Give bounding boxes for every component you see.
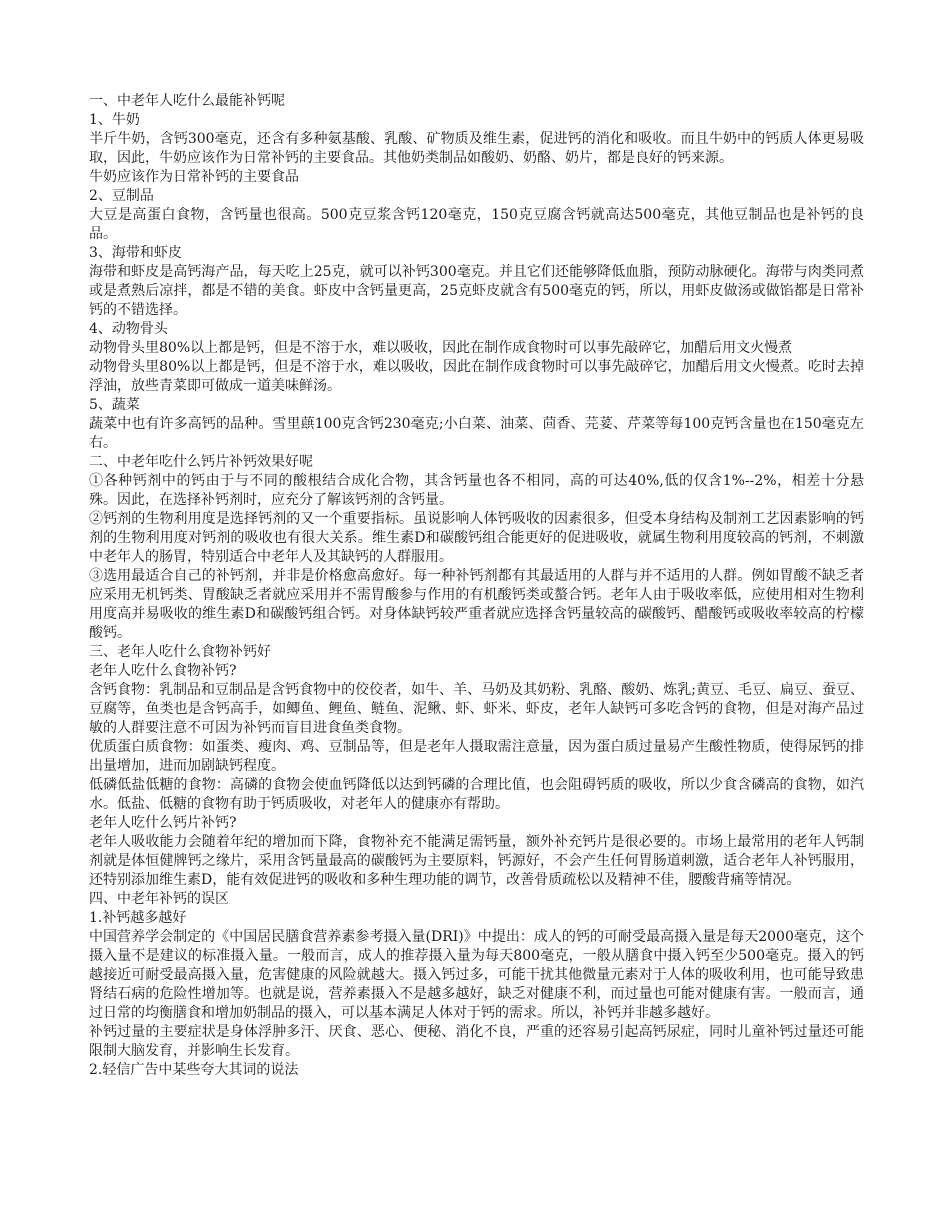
paragraph: 补钙过量的主要症状是身体浮肿多汗、厌食、恶心、便秘、消化不良，严重的还容易引起高钙尿症，同时儿童补钙过量还可能限制大脑发育，并影响生长发育。 bbox=[89, 1024, 864, 1059]
paragraph: 大豆是高蛋白食物，含钙量也很高。500克豆浆含钙120毫克，150克豆腐含钙就高达500毫克，其他豆制品也是补钙的良品。 bbox=[89, 207, 864, 242]
subheading: 5、蔬菜 bbox=[89, 397, 140, 413]
subheading: 老年人吃什么钙片补钙? bbox=[89, 815, 237, 831]
paragraph: 动物骨头里80%以上都是钙，但是不溶于水，难以吸收，因此在制作成食物时可以事先敲碎它，加醋后用文火慢煮 bbox=[89, 340, 793, 356]
paragraph: 动物骨头里80%以上都是钙，但是不溶于水，难以吸收，因此在制作成食物时可以事先敲碎它，加醋后用文火慢煮。吃时去掉浮油，放些青菜即可做成一道美味鲜汤。 bbox=[89, 359, 864, 394]
subheading: 1.补钙越多越好 bbox=[89, 910, 187, 926]
paragraph: 老年人吸收能力会随着年纪的增加而下降，食物补充不能满足需钙量，额外补充钙片是很必要的。市场上最常用的老年人钙制剂就是体恒健牌钙之缘片，采用含钙量最高的碳酸钙为主要原料，钙源好，不会产生任何胃肠道刺激，适合老年人补钙服用，还特别添加维生素D，能有效促进钙的吸收和多种生理功能的调节，改善骨质疏松以及精神不佳，腰酸背痛等情况。 bbox=[89, 834, 864, 888]
paragraph: 含钙食物：乳制品和豆制品是含钙食物中的佼佼者，如牛、羊、马奶及其奶粉、乳酪、酸奶、炼乳;黄豆、毛豆、扁豆、蚕豆、豆腐等，鱼类也是含钙高手，如鲫鱼、鲤鱼、鲢鱼、泥鳅、虾、虾米、虾皮，老年人缺钙可多吃含钙的食物，但是对海产品过敏的人群要注意不可因为补钙而盲目进食鱼类食物。 bbox=[89, 682, 864, 736]
section-heading: 四、中老年补钙的误区 bbox=[89, 891, 229, 907]
paragraph: 半斤牛奶，含钙300毫克，还含有多种氨基酸、乳酸、矿物质及维生素，促进钙的消化和吸收。而且牛奶中的钙质人体更易吸取，因此，牛奶应该作为日常补钙的主要食品。其他奶类制品如酸奶、奶酪、奶片，都是良好的钙来源。 bbox=[89, 131, 864, 166]
paragraph: ②钙剂的生物利用度是选择钙剂的又一个重要指标。虽说影响人体钙吸收的因素很多，但受本身结构及制剂工艺因素影响的钙剂的生物利用度对钙剂的吸收也有很大关系。维生素D和碳酸钙组合能更好的促进吸收，就属生物利用度较高的钙剂，不刺激中老年人的肠胃，特别适合中老年人及其缺钙的人群服用。 bbox=[89, 511, 864, 565]
paragraph: 优质蛋白质食物：如蛋类、瘦肉、鸡、豆制品等，但是老年人摄取需注意量，因为蛋白质过量易产生酸性物质，使得尿钙的排出量增加，进而加剧缺钙程度。 bbox=[89, 739, 864, 774]
section-heading: 三、老年人吃什么食物补钙好 bbox=[89, 644, 271, 660]
paragraph: 蔬菜中也有许多高钙的品种。雪里蕻100克含钙230毫克;小白菜、油菜、茴香、芫荽、芹菜等每100克钙含量也在150毫克左右。 bbox=[89, 416, 864, 451]
section-heading: 一、中老年人吃什么最能补钙呢 bbox=[89, 93, 285, 109]
subheading: 4、动物骨头 bbox=[89, 321, 168, 337]
subheading: 3、海带和虾皮 bbox=[89, 245, 182, 261]
paragraph: ①各种钙剂中的钙由于与不同的酸根结合成化合物，其含钙量也各不相同，高的可达40%,低的仅含1%--2%，相差十分悬殊。因此，在选择补钙剂时，应充分了解该钙剂的含钙量。 bbox=[89, 473, 864, 508]
paragraph: 低磷低盐低糖的食物：高磷的食物会使血钙降低以达到钙磷的合理比值，也会阻碍钙质的吸收，所以少食含磷高的食物，如汽水。低盐、低糖的食物有助于钙质吸收，对老年人的健康亦有帮助。 bbox=[89, 777, 864, 812]
paragraph: 牛奶应该作为日常补钙的主要食品 bbox=[89, 169, 299, 185]
section-heading: 二、中老年吃什么钙片补钙效果好呢 bbox=[89, 454, 313, 470]
paragraph: 中国营养学会制定的《中国居民膳食营养素参考摄入量(DRI)》中提出：成人的钙的可耐受最高摄入量是每天2000毫克，这个摄入量不是建议的标准摄入量。一般而言，成人的推荐摄入量为每天800毫克，一般从膳食中摄入钙至少500毫克。摄入的钙越接近可耐受最高摄入量，危害健康的风险就越大。摄入钙过多，可能干扰其他微量元素对于人体的吸收利用，也可能导致患肾结石病的危险性增加等。也就是说，营养素摄入不是越多越好，缺乏对健康不利，而过量也可能对健康有害。一般而言，通过日常的均衡膳食和增加奶制品的摄入，可以基本满足人体对于钙的需求。所以，补钙并非越多越好。 bbox=[89, 929, 864, 1021]
subheading: 2、豆制品 bbox=[89, 188, 154, 204]
paragraph: ③选用最适合自己的补钙剂，并非是价格愈高愈好。每一种补钙剂都有其最适用的人群与并不适用的人群。例如胃酸不缺乏者应采用无机钙类、胃酸缺乏者就应采用并不需胃酸参与作用的有机酸钙类或螯合钙。老年人由于吸收率低，应使用相对生物利用度高并易吸收的维生素D和碳酸钙组合钙。对身体缺钙较严重者就应选择含钙量较高的碳酸钙、醋酸钙或吸收率较高的柠檬酸钙。 bbox=[89, 568, 864, 641]
subheading: 老年人吃什么食物补钙? bbox=[89, 663, 237, 679]
document-body bbox=[89, 92, 864, 1080]
subheading: 2.轻信广告中某些夸大其词的说法 bbox=[89, 1062, 299, 1078]
paragraph: 海带和虾皮是高钙海产品，每天吃上25克，就可以补钙300毫克。并且它们还能够降低血脂，预防动脉硬化。海带与肉类同煮或是煮熟后凉拌，都是不错的美食。虾皮中含钙量更高，25克虾皮就含有500毫克的钙，所以，用虾皮做汤或做馅都是日常补钙的不错选择。 bbox=[89, 264, 864, 318]
subheading: 1、牛奶 bbox=[89, 112, 140, 128]
